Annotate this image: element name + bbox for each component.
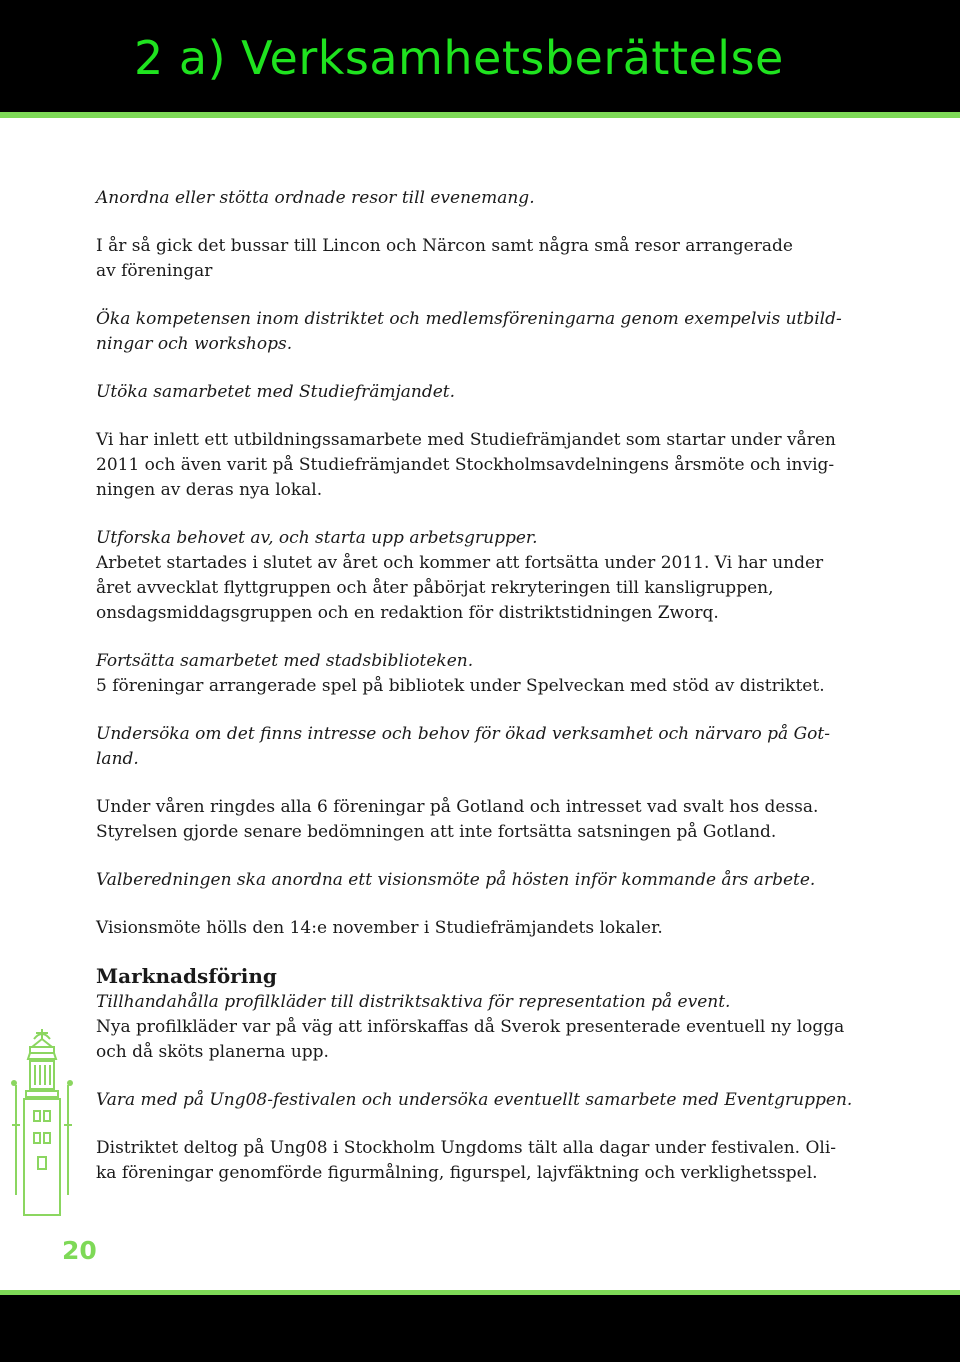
section-heading-marknadsforing: Marknadsföring xyxy=(96,964,277,988)
result-workgroups-line-1: Arbetet startades i slutet av året och kommer att fortsätta under 2011. Vi har under xyxy=(96,553,824,573)
goal-studiefr: Utöka samarbetet med Studiefrämjandet. xyxy=(96,382,456,402)
goal-travel: Anordna eller stötta ordnade resor till evenemang. xyxy=(96,188,535,208)
result-workgroups-line-2: året avvecklat flyttgruppen och åter påbörjat rekryteringen till kansligruppen, xyxy=(96,578,774,598)
result-studiefr-line-2: 2011 och även varit på Studiefrämjandet Stockholmsavdelningens årsmöte och invig- xyxy=(96,455,835,475)
goal-gotland-line-2: land. xyxy=(96,749,139,769)
goal-gotland-line-1: Undersöka om det finns intresse och behov för ökad verksamhet och närvaro på Got- xyxy=(96,724,830,744)
result-travel-line-2: av föreningar xyxy=(96,261,213,281)
goal-libraries: Fortsätta samarbetet med stadsbiblioteken. xyxy=(96,651,474,671)
goal-ung08: Vara med på Ung08-festivalen och undersöka eventuellt samarbete med Eventgruppen. xyxy=(96,1090,853,1110)
result-ung08-line-1: Distriktet deltog på Ung08 i Stockholm Ungdoms tält alla dagar under festivalen. Oli- xyxy=(96,1138,837,1158)
goal-competence-line-1: Öka kompetensen inom distriktet och medlemsföreningarna genom exempelvis utbild- xyxy=(96,309,842,329)
page-title: 2 a) Verksamhetsberättelse xyxy=(134,31,784,85)
result-studiefr-line-3: ningen av deras nya lokal. xyxy=(96,480,323,500)
result-ung08-line-2: ka föreningar genomförde figurmålning, figurspel, lajvfäktning och verklighetsspel. xyxy=(96,1163,818,1183)
result-clothing-line-2: och då sköts planerna upp. xyxy=(96,1042,329,1062)
city-hall-tower-logo-icon xyxy=(8,1025,78,1225)
page-footer-bar xyxy=(0,1290,960,1362)
result-vision: Visionsmöte hölls den 14:e november i Studiefrämjandets lokaler. xyxy=(96,918,663,938)
page-header xyxy=(0,0,960,118)
document-body xyxy=(96,186,876,1186)
goal-clothing: Tillhandahålla profilkläder till distriktsaktiva för representation på event. xyxy=(96,992,731,1012)
goal-competence-line-2: ningar och workshops. xyxy=(96,334,293,354)
result-gotland-line-1: Under våren ringdes alla 6 föreningar på Gotland och intresset vad svalt hos dessa. xyxy=(96,797,819,817)
result-studiefr-line-1: Vi har inlett ett utbildningssamarbete med Studiefrämjandet som startar under våren xyxy=(96,430,836,450)
goal-vision: Valberedningen ska anordna ett visionsmöte på hösten inför kommande års arbete. xyxy=(96,870,816,890)
result-libraries: 5 föreningar arrangerade spel på bibliotek under Spelveckan med stöd av distriktet. xyxy=(96,676,825,696)
goal-workgroups: Utforska behovet av, och starta upp arbetsgrupper. xyxy=(96,528,538,548)
result-travel-line-1: I år så gick det bussar till Lincon och Närcon samt några små resor arrangerade xyxy=(96,236,793,256)
page-number: 20 xyxy=(62,1236,97,1265)
result-clothing-line-1: Nya profilkläder var på väg att införskaffas då Sverok presenterade eventuell ny logga xyxy=(96,1017,845,1037)
result-gotland-line-2: Styrelsen gjorde senare bedömningen att inte fortsätta satsningen på Gotland. xyxy=(96,822,777,842)
result-workgroups-line-3: onsdagsmiddagsgruppen och en redaktion för distriktstidningen Zworq. xyxy=(96,603,719,623)
